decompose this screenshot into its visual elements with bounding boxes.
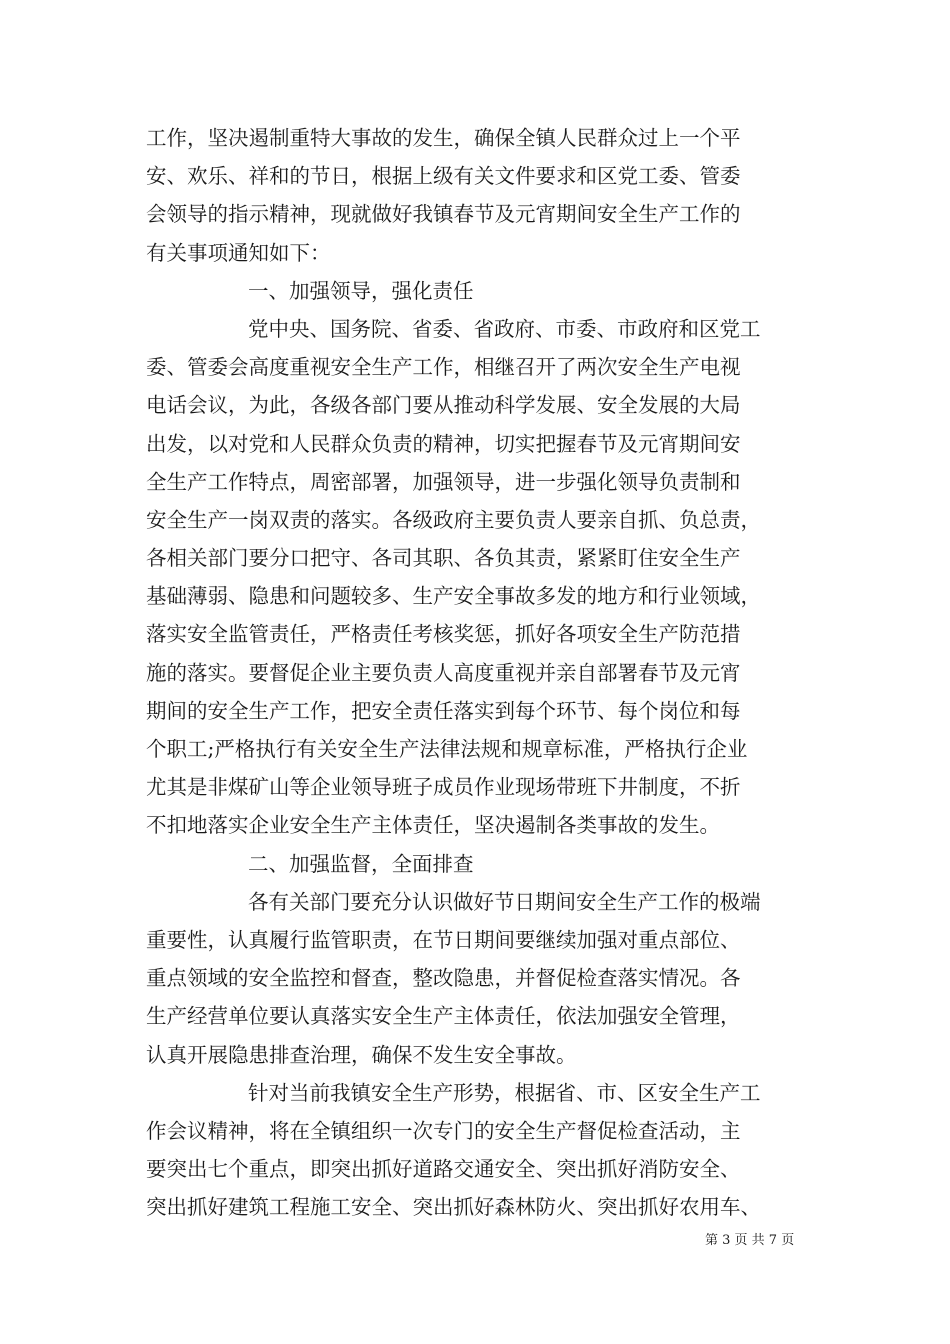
text-line: 重点领域的安全监控和督查，整改隐患，并督促检查落实情况。各	[146, 966, 741, 991]
text-line: 施的落实。要督促企业主要负责人高度重视并亲自部署春节及元宵	[146, 660, 741, 685]
text-line: 一、加强领导，强化责任	[248, 278, 474, 303]
text-line: 期间的安全生产工作，把安全责任落实到每个环节、每个岗位和每	[146, 698, 741, 723]
text-line: 生产经营单位要认真落实安全生产主体责任，依法加强安全管理，	[146, 1004, 741, 1029]
text-line: 尤其是非煤矿山等企业领导班子成员作业现场带班下井制度，不折	[146, 775, 741, 800]
text-line: 各相关部门要分口把守、各司其职、各负其责，紧紧盯住安全生产	[146, 546, 741, 571]
text-line: 认真开展隐患排查治理，确保不发生安全事故。	[146, 1042, 577, 1067]
text-line: 突出抓好建筑工程施工安全、突出抓好森林防火、突出抓好农用车、	[146, 1195, 761, 1220]
text-line: 针对当前我镇安全生产形势，根据省、市、区安全生产工	[248, 1080, 761, 1105]
text-line: 要突出七个重点，即突出抓好道路交通安全、突出抓好消防安全、	[146, 1157, 741, 1182]
text-line: 会领导的指示精神，现就做好我镇春节及元宵期间安全生产工作的	[146, 202, 741, 227]
text-line: 安、欢乐、祥和的节日，根据上级有关文件要求和区党工委、管委	[146, 164, 741, 189]
text-line: 工作，坚决遏制重特大事故的发生，确保全镇人民群众过上一个平	[146, 126, 741, 150]
text-line: 有关事项通知如下：	[146, 240, 331, 265]
text-line: 重要性，认真履行监管职责，在节日期间要继续加强对重点部位、	[146, 927, 741, 952]
page-footer: 第 3 页 共 7 页	[705, 1233, 795, 1248]
text-line: 二、加强监督，全面排查	[248, 851, 474, 876]
text-line: 各有关部门要充分认识做好节日期间安全生产工作的极端	[248, 889, 761, 914]
text-line: 委、管委会高度重视安全生产工作，相继召开了两次安全生产电视	[146, 355, 741, 380]
text-line: 安全生产一岗双责的落实。各级政府主要负责人要亲自抓、负总责，	[146, 507, 761, 532]
text-line: 作会议精神，将在全镇组织一次专门的安全生产督促检查活动，主	[146, 1118, 741, 1143]
text-line: 出发，以对党和人民群众负责的精神，切实把握春节及元宵期间安	[146, 431, 741, 456]
text-line: 落实安全监管责任，严格责任考核奖惩，抓好各项安全生产防范措	[146, 622, 741, 647]
document-body	[146, 119, 826, 1226]
text-line: 全生产工作特点，周密部署，加强领导，进一步强化领导负责制和	[146, 469, 741, 494]
text-line: 基础薄弱、隐患和问题较多、生产安全事故多发的地方和行业领域，	[146, 584, 761, 609]
text-line: 党中央、国务院、省委、省政府、市委、市政府和区党工	[248, 316, 761, 341]
text-line: 个职工;严格执行有关安全生产法律法规和规章标准，严格执行企业	[146, 737, 748, 761]
text-line: 电话会议，为此，各级各部门要从推动科学发展、安全发展的大局	[146, 393, 741, 418]
text-line: 不扣地落实企业安全生产主体责任，坚决遏制各类事故的发生。	[146, 813, 720, 838]
